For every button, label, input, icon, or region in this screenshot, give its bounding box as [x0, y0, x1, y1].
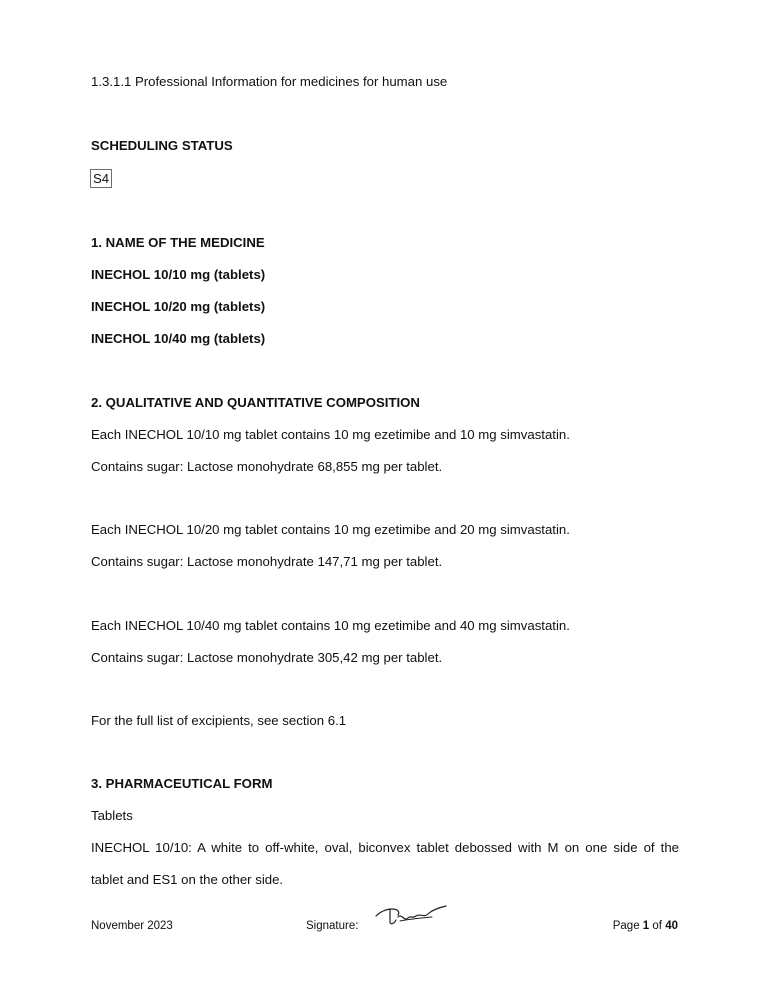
medicine-name: INECHOL 10/10 mg (tablets)	[91, 267, 266, 282]
composition-line: Each INECHOL 10/40 mg tablet contains 10 mg ezetimibe and 40 mg simvastatin.	[91, 618, 570, 633]
tablet-description-line-1: INECHOL 10/10: A white to off-white, oval, biconvex tablet debossed with M on one side of the	[91, 840, 679, 855]
composition-line: Each INECHOL 10/10 mg tablet contains 10 mg ezetimibe and 10 mg simvastatin.	[91, 427, 570, 442]
medicine-name: INECHOL 10/40 mg (tablets)	[91, 331, 266, 346]
footer-signature-label: Signature:	[306, 920, 359, 932]
medicine-name: INECHOL 10/20 mg (tablets)	[91, 299, 266, 314]
composition-line: Each INECHOL 10/20 mg tablet contains 10 mg ezetimibe and 20 mg simvastatin.	[91, 522, 570, 537]
section-3-heading: 3. PHARMACEUTICAL FORM	[91, 776, 273, 791]
excipients-note: For the full list of excipients, see section 6.1	[91, 713, 347, 728]
sugar-content-line: Contains sugar: Lactose monohydrate 147,71 mg per tablet.	[91, 554, 443, 569]
section-1-heading: 1. NAME OF THE MEDICINE	[91, 235, 265, 250]
section-2-heading: 2. QUALITATIVE AND QUANTITATIVE COMPOSITION	[91, 395, 420, 410]
footer-page-number	[613, 919, 678, 933]
page-current: 1	[642, 920, 650, 932]
page-total: 40	[665, 920, 678, 932]
footer-date: November 2023	[91, 920, 173, 932]
scheduling-status-heading: SCHEDULING STATUS	[91, 138, 233, 153]
tablet-description-line-2: tablet and ES1 on the other side.	[91, 872, 284, 887]
handwritten-signature	[370, 900, 454, 930]
module-heading: 1.3.1.1 Professional Information for medicines for human use	[91, 74, 448, 89]
sugar-content-line: Contains sugar: Lactose monohydrate 305,42 mg per tablet.	[91, 650, 443, 665]
page-of: of	[652, 920, 662, 932]
sugar-content-line: Contains sugar: Lactose monohydrate 68,855 mg per tablet.	[91, 459, 443, 474]
pharmaceutical-form: Tablets	[91, 808, 133, 823]
page-label: Page	[612, 920, 640, 932]
scheduling-status-value: S4	[90, 169, 112, 188]
